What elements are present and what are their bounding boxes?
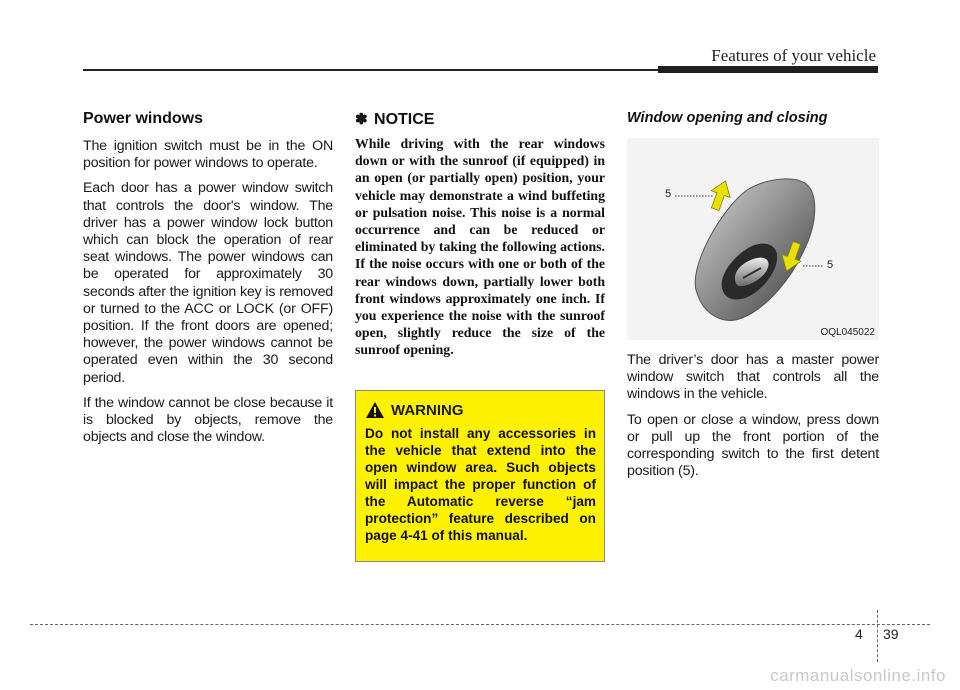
header-rule bbox=[83, 69, 658, 71]
page-number-separator bbox=[877, 610, 878, 662]
warning-box bbox=[355, 390, 605, 562]
notice-heading bbox=[355, 110, 605, 129]
figure-code: OQL045022 bbox=[820, 327, 875, 338]
paragraph: The ignition switch must be in the ON position for power windows to operate. bbox=[83, 138, 333, 172]
window-switch-illustration bbox=[627, 138, 879, 340]
page-number: 39 bbox=[883, 626, 899, 642]
callout-label-bottom: 5 bbox=[827, 259, 834, 271]
column-window-opening bbox=[627, 110, 879, 488]
column-power-windows bbox=[83, 110, 333, 454]
warning-body: Do not install any accessories in the vehicle that extend into the open window area. Such objects will impact the proper function of the Automatic reverse “jam protection” feature described on page 4-41 of this manual. bbox=[365, 426, 596, 543]
footer-rule bbox=[30, 624, 930, 625]
paragraph: To open or close a window, press down or pull up the front portion of the corresponding switch to the first detent position (5). bbox=[627, 411, 879, 480]
warning-title: WARNING bbox=[391, 401, 464, 419]
header-title: Features of your vehicle bbox=[711, 46, 876, 65]
notice-star-icon: ✽ bbox=[355, 111, 368, 128]
column-notice bbox=[355, 110, 605, 359]
chapter-number: 4 bbox=[855, 626, 863, 642]
warning-triangle-icon bbox=[365, 401, 385, 419]
section-title-power-windows: Power windows bbox=[83, 110, 204, 127]
window-switch-figure bbox=[627, 138, 879, 340]
notice-title: NOTICE bbox=[374, 111, 435, 128]
paragraph: If the window cannot be close because it is blocked by objects, remove the objects and close the window. bbox=[83, 394, 333, 446]
warning-heading bbox=[365, 401, 596, 419]
callout-label-top: 5 bbox=[665, 188, 672, 200]
paragraph: The driver’s door has a master power window switch that controls all the windows in the vehicle. bbox=[627, 352, 879, 403]
section-title-window-opening: Window opening and closing bbox=[627, 110, 828, 126]
watermark: carmanualsonline.info bbox=[770, 666, 946, 685]
notice-body: While driving with the rear windows down or with the sunroof (if equipped) in an open (or partially open) position, your vehicle may demonstrate a wind buffeting or pulsation noise. This noise is a normal occurrence and can be reduced or eliminated by taking the following actions. If the noise occurs with one or both of the rear windows down, partially lower both front windows approximately one inch. If you experience the noise with the sunroof open, slightly reduce the size of the sunroof opening. bbox=[355, 136, 605, 358]
header-tab-bar bbox=[658, 66, 878, 73]
paragraph: Each door has a power window switch that controls the door's window. The driver has a power window lock button which can block the operation of rear seat windows. The power windows can be operated for approximately 30 seconds after the ignition key is removed or turned to the ACC or LOCK (or OFF) position. If the front doors are opened; however, the power windows cannot be operated even within the 30 second period. bbox=[83, 180, 333, 386]
